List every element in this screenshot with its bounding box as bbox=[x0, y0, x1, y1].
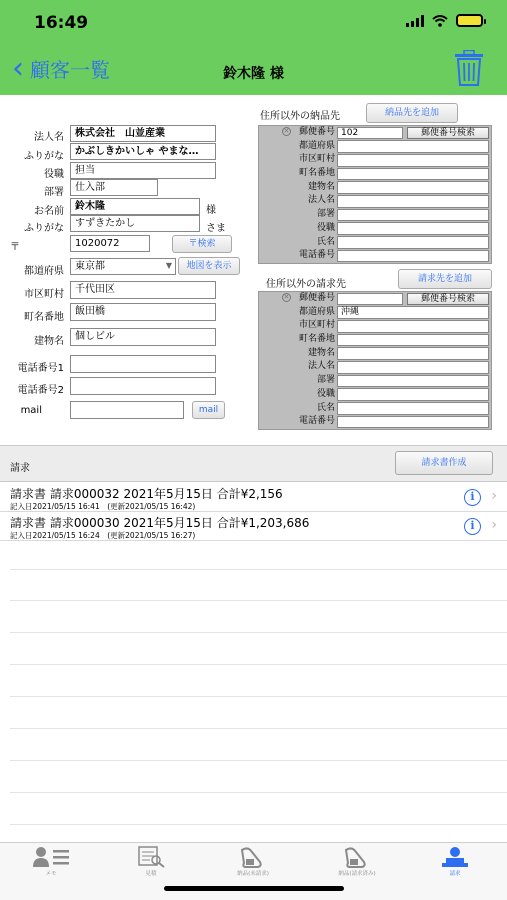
billing-field[interactable] bbox=[337, 402, 489, 415]
billing-row: 市区町村 bbox=[259, 319, 491, 333]
list-item[interactable] bbox=[0, 511, 507, 541]
position-field[interactable]: 担当 bbox=[70, 162, 216, 179]
city-field[interactable]: 千代田区 bbox=[70, 281, 216, 299]
tab-estimate[interactable] bbox=[116, 845, 186, 879]
billing-field[interactable] bbox=[337, 388, 489, 401]
name-kana-label: ふりがな bbox=[24, 223, 64, 234]
chevron-down-icon: ▼ bbox=[165, 261, 172, 270]
delivery-zip-field[interactable]: 102 bbox=[337, 127, 403, 140]
billing-field[interactable] bbox=[337, 334, 489, 347]
wifi-icon bbox=[432, 15, 448, 27]
delivery-field[interactable] bbox=[337, 195, 489, 208]
billing-row: 電話番号 bbox=[259, 415, 491, 429]
tab-bar bbox=[0, 842, 507, 900]
status-icons bbox=[406, 14, 483, 27]
chevron-right-icon: › bbox=[491, 517, 497, 533]
divider bbox=[10, 569, 507, 570]
building-label: 建物名 bbox=[34, 336, 64, 347]
tab-invoice[interactable] bbox=[420, 845, 490, 879]
billing-row: 氏名 bbox=[259, 402, 491, 416]
delivery-row: 氏名 bbox=[259, 236, 491, 250]
delivery-field[interactable] bbox=[337, 250, 489, 263]
divider bbox=[10, 664, 507, 665]
battery-icon bbox=[456, 14, 483, 27]
delivery-row: 役職 bbox=[259, 222, 491, 236]
billing-zip-search-button[interactable]: 郵便番号検索 bbox=[407, 293, 489, 306]
divider bbox=[10, 600, 507, 601]
add-delivery-button[interactable]: 納品先を追加 bbox=[366, 103, 458, 123]
info-icon[interactable]: i bbox=[464, 518, 481, 535]
tab-label: 請求 bbox=[449, 871, 461, 877]
delivery-field[interactable] bbox=[337, 168, 489, 181]
zip-field[interactable]: 1020072 bbox=[70, 235, 150, 252]
delivery-field[interactable] bbox=[337, 222, 489, 235]
map-button[interactable]: 地図を表示 bbox=[178, 257, 240, 275]
customer-form bbox=[0, 95, 507, 445]
name-kana-suffix: さま bbox=[206, 223, 226, 234]
billing-row: 建物名 bbox=[259, 347, 491, 361]
zip-label: 〒 bbox=[10, 242, 20, 253]
delivery-icon bbox=[236, 846, 270, 868]
create-invoice-button[interactable]: 請求書作成 bbox=[395, 451, 493, 475]
page-title: 鈴木隆 様 bbox=[223, 66, 284, 82]
billing-row: 都道府県 沖縄 bbox=[259, 306, 491, 320]
name-suffix: 様 bbox=[206, 205, 216, 216]
delivery-row: 市区町村 bbox=[259, 153, 491, 167]
tab-label: メモ bbox=[45, 871, 57, 877]
billing-row: 町名番地 bbox=[259, 333, 491, 347]
delivery-field[interactable] bbox=[337, 181, 489, 194]
mail-button[interactable]: mail bbox=[192, 401, 225, 419]
mail-label: mail bbox=[20, 405, 42, 416]
phone2-field[interactable] bbox=[70, 377, 216, 395]
name-label: お名前 bbox=[34, 206, 64, 217]
delivery-billed-icon bbox=[340, 846, 374, 868]
billing-address-box bbox=[258, 291, 492, 430]
clear-icon[interactable]: ✕ bbox=[283, 127, 290, 135]
position-label: 役職 bbox=[44, 169, 64, 180]
invoice-section-title: 請求 bbox=[10, 463, 30, 474]
company-kana-label: ふりがな bbox=[24, 151, 64, 162]
divider bbox=[10, 792, 507, 793]
company-label: 法人名 bbox=[34, 132, 64, 143]
delivery-title: 住所以外の納品先 bbox=[260, 111, 340, 122]
delivery-address-box bbox=[258, 125, 492, 264]
prefecture-value: 東京都 bbox=[75, 261, 105, 272]
divider bbox=[10, 696, 507, 697]
billing-row: 部署 bbox=[259, 374, 491, 388]
prefecture-label: 都道府県 bbox=[24, 266, 64, 277]
billing-field[interactable] bbox=[337, 416, 489, 429]
town-label: 町名番地 bbox=[24, 312, 64, 323]
billing-title: 住所以外の請求先 bbox=[266, 279, 346, 290]
department-field[interactable]: 仕入部 bbox=[70, 179, 158, 196]
delivery-row: 部署 bbox=[259, 208, 491, 222]
name-field[interactable]: 鈴木隆 bbox=[70, 198, 200, 215]
zip-search-button[interactable]: 〒検索 bbox=[172, 235, 232, 253]
tab-label: 見積 bbox=[145, 871, 157, 877]
delivery-row: 町名番地 bbox=[259, 167, 491, 181]
tab-label: 納品(請求済み) bbox=[338, 871, 376, 877]
phone2-label: 電話番号2 bbox=[17, 385, 64, 396]
list-item[interactable] bbox=[0, 482, 507, 512]
delivery-field[interactable] bbox=[337, 154, 489, 167]
tab-label: 納品(未請求) bbox=[237, 871, 269, 877]
city-label: 市区町村 bbox=[24, 289, 64, 300]
tab-delivery-unbilled[interactable] bbox=[218, 845, 288, 879]
status-time: 16:49 bbox=[34, 13, 89, 33]
town-field[interactable]: 飯田橋 bbox=[70, 303, 216, 321]
delivery-row: 電話番号 bbox=[259, 249, 491, 263]
billing-row-zip: ✕ 郵便番号 郵便番号検索 bbox=[259, 292, 491, 306]
tab-memo[interactable] bbox=[16, 845, 86, 879]
home-indicator bbox=[164, 886, 344, 891]
department-label: 部署 bbox=[44, 187, 64, 198]
invoice-section-header bbox=[0, 445, 507, 482]
phone1-label: 電話番号1 bbox=[17, 363, 64, 374]
divider bbox=[10, 632, 507, 633]
divider bbox=[10, 728, 507, 729]
phone1-field[interactable] bbox=[70, 355, 216, 373]
trash-icon[interactable] bbox=[453, 50, 485, 86]
delivery-row: 都道府県 bbox=[259, 140, 491, 154]
tab-delivery-billed[interactable] bbox=[322, 845, 392, 879]
chevron-left-icon: ‹ bbox=[12, 50, 24, 86]
invoice-title: 請求書 請求000032 2021年5月15日 合計¥2,156 bbox=[10, 487, 283, 501]
delivery-zip-search-button[interactable]: 郵便番号検索 bbox=[407, 127, 489, 140]
clear-icon[interactable]: ✕ bbox=[283, 293, 290, 301]
back-label: 顧客一覧 bbox=[30, 58, 110, 82]
billing-row: 役職 bbox=[259, 388, 491, 402]
billing-zip-field[interactable] bbox=[337, 293, 403, 306]
delivery-field[interactable] bbox=[337, 236, 489, 249]
billing-field[interactable] bbox=[337, 347, 489, 360]
billing-row: 法人名 bbox=[259, 360, 491, 374]
billing-field[interactable] bbox=[337, 375, 489, 388]
signal-icon bbox=[406, 15, 424, 27]
billing-field[interactable] bbox=[337, 320, 489, 333]
divider bbox=[10, 760, 507, 761]
delivery-field[interactable] bbox=[337, 209, 489, 222]
delivery-row: 建物名 bbox=[259, 181, 491, 195]
add-billing-button[interactable]: 請求先を追加 bbox=[398, 269, 492, 289]
building-field[interactable]: 個しビル bbox=[70, 328, 216, 346]
company-field[interactable]: 株式会社 山並産業 bbox=[70, 125, 216, 142]
delivery-row-zip: ✕ 郵便番号 102 郵便番号検索 bbox=[259, 126, 491, 140]
invoice-dates: 記入日2021/05/15 16:41 (更新2021/05/15 16:42) bbox=[10, 502, 196, 511]
company-kana-field[interactable]: かぶしきかいしゃ やまな… bbox=[70, 143, 216, 160]
billing-field[interactable]: 沖縄 bbox=[337, 306, 489, 319]
chevron-right-icon: › bbox=[491, 488, 497, 504]
memo-icon bbox=[31, 846, 71, 868]
mail-field[interactable] bbox=[70, 401, 184, 419]
invoice-title: 請求書 請求000030 2021年5月15日 合計¥1,203,686 bbox=[10, 516, 310, 530]
prefecture-select[interactable] bbox=[70, 258, 176, 275]
invoice-icon bbox=[438, 846, 472, 868]
estimate-icon bbox=[134, 846, 168, 868]
invoice-dates: 記入日2021/05/15 16:24 (更新2021/05/15 16:27) bbox=[10, 531, 196, 540]
divider bbox=[10, 824, 507, 825]
delivery-field[interactable] bbox=[337, 140, 489, 153]
info-icon[interactable]: i bbox=[464, 489, 481, 506]
name-kana-field[interactable]: すずきたかし bbox=[70, 215, 200, 232]
billing-field[interactable] bbox=[337, 361, 489, 374]
delivery-row: 法人名 bbox=[259, 194, 491, 208]
